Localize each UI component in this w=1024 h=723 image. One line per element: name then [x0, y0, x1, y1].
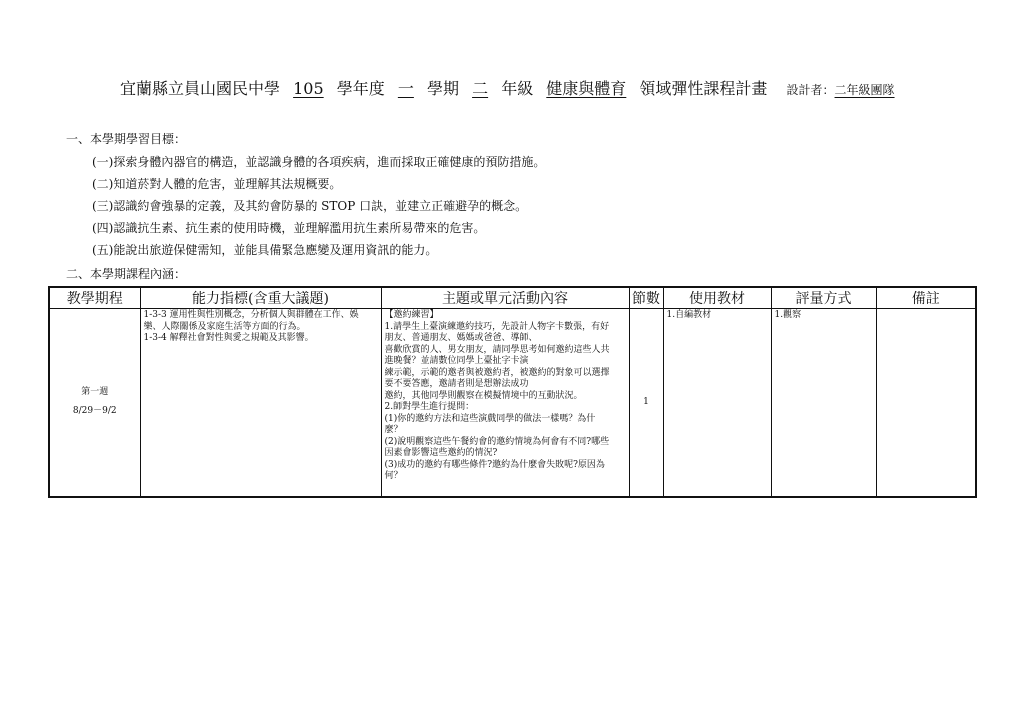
week-cell [49, 309, 140, 497]
col-header-notes: 備註 [876, 287, 976, 309]
activity-line: 朋友、普通朋友、媽媽或爸爸、導師、 [384, 333, 538, 343]
activity-line: 練示範，示範的邀者與被邀約者，被邀約的對象可以選擇 [384, 367, 610, 378]
goals-heading: 一、本學期學習目標： [66, 132, 187, 146]
activity-line: 邀約，其他同學則觀察在模擬情境中的互動狀況。 [384, 390, 583, 401]
content-heading: 二、本學期課程內涵： [66, 267, 187, 281]
designer-name: 二年級團隊 [834, 83, 895, 97]
activity-line: (1)你的邀約方法和這些演戲同學的做法一樣嗎？為什 [384, 413, 596, 424]
col-header-indicators: 能力指標(含重大議題) [140, 287, 381, 309]
activity-cell [381, 309, 629, 497]
materials-cell: 1.自編教材 [663, 309, 771, 497]
table-header-row [49, 287, 976, 309]
periods-cell: 1 [629, 309, 663, 497]
indicators-cell [140, 309, 381, 497]
designer-label: 設計者： [786, 83, 835, 97]
activity-line: (2)說明觀察這些午餐約會的邀約情境為何會有不同?哪些 [384, 436, 610, 447]
goal-item: (一)探索身體內器官的構造，並認識身體的各項疾病，進而採取正確健康的預防措施。 [92, 155, 546, 169]
goal-item: (二)知道菸對人體的危害，並理解其法規概要。 [92, 177, 342, 191]
notes-cell [876, 309, 976, 497]
activity-line: 喜歡欣賞的人、男女朋友，請同學思考如何邀約這些人共 [384, 344, 610, 355]
activity-line: (3)成功的邀約有哪些條件?邀約為什麼會失敗呢?原因為 [384, 459, 605, 470]
grade-label: 年級 [501, 79, 534, 98]
indicator-line: 1-3-4 解釋社會對性與愛之規範及其影響。 [143, 333, 314, 343]
activity-line: 【邀約練習】 [384, 310, 439, 320]
school-year: 105 [293, 79, 324, 98]
goal-item: (三)認識約會強暴的定義，及其約會防暴的 STOP 口訣，並建立正確避孕的概念。 [92, 199, 528, 213]
activity-line: 因素會影響這些邀約的情況? [384, 448, 498, 458]
goal-item: (四)認識抗生素、抗生素的使用時機，並理解濫用抗生素所易帶來的危害。 [92, 221, 486, 235]
table-row [49, 309, 976, 497]
activity-line: 進晚餐？並請數位同學上臺扯字卡演 [384, 356, 529, 366]
school-year-label: 學年度 [336, 79, 385, 98]
col-header-materials: 使用教材 [663, 287, 771, 309]
domain: 健康與體育 [546, 79, 627, 98]
course-plan-table [48, 286, 977, 498]
activity-line: 2.師對學生進行提問： [384, 402, 475, 412]
grade: 二 [472, 79, 489, 98]
indicator-line: 樂、人際關係及家庭生活等方面的行為。 [143, 321, 306, 332]
week-dates: 8/29－9/2 [72, 406, 117, 417]
page-title [120, 76, 920, 100]
indicator-line: 1-3-3 運用性與性別概念，分析個人與群體在工作、娛 [143, 310, 359, 320]
domain-label: 領域彈性課程計畫 [639, 79, 768, 98]
col-header-schedule: 教學期程 [49, 287, 140, 309]
col-header-periods: 節數 [629, 287, 663, 309]
goal-item: (五)能說出旅遊保健需知，並能具備緊急應變及運用資訊的能力。 [92, 243, 438, 257]
activity-line: 麼？ [384, 425, 403, 435]
semester: 一 [397, 79, 414, 98]
activity-line: 何？ [384, 471, 403, 481]
week-label: 第一週 [81, 386, 109, 397]
semester-label: 學期 [426, 79, 459, 98]
activity-line: 要不要答應，邀請者則是想辦法成功 [384, 379, 529, 389]
col-header-assessment: 評量方式 [771, 287, 876, 309]
assessment-cell: 1.觀察 [771, 309, 876, 497]
school-name: 宜蘭縣立員山國民中學 [120, 79, 281, 98]
col-header-activity: 主題或單元活動內容 [381, 287, 629, 309]
activity-line: 1.請學生上臺演練邀約技巧，先設計人物字卡數張，有好 [384, 321, 610, 332]
